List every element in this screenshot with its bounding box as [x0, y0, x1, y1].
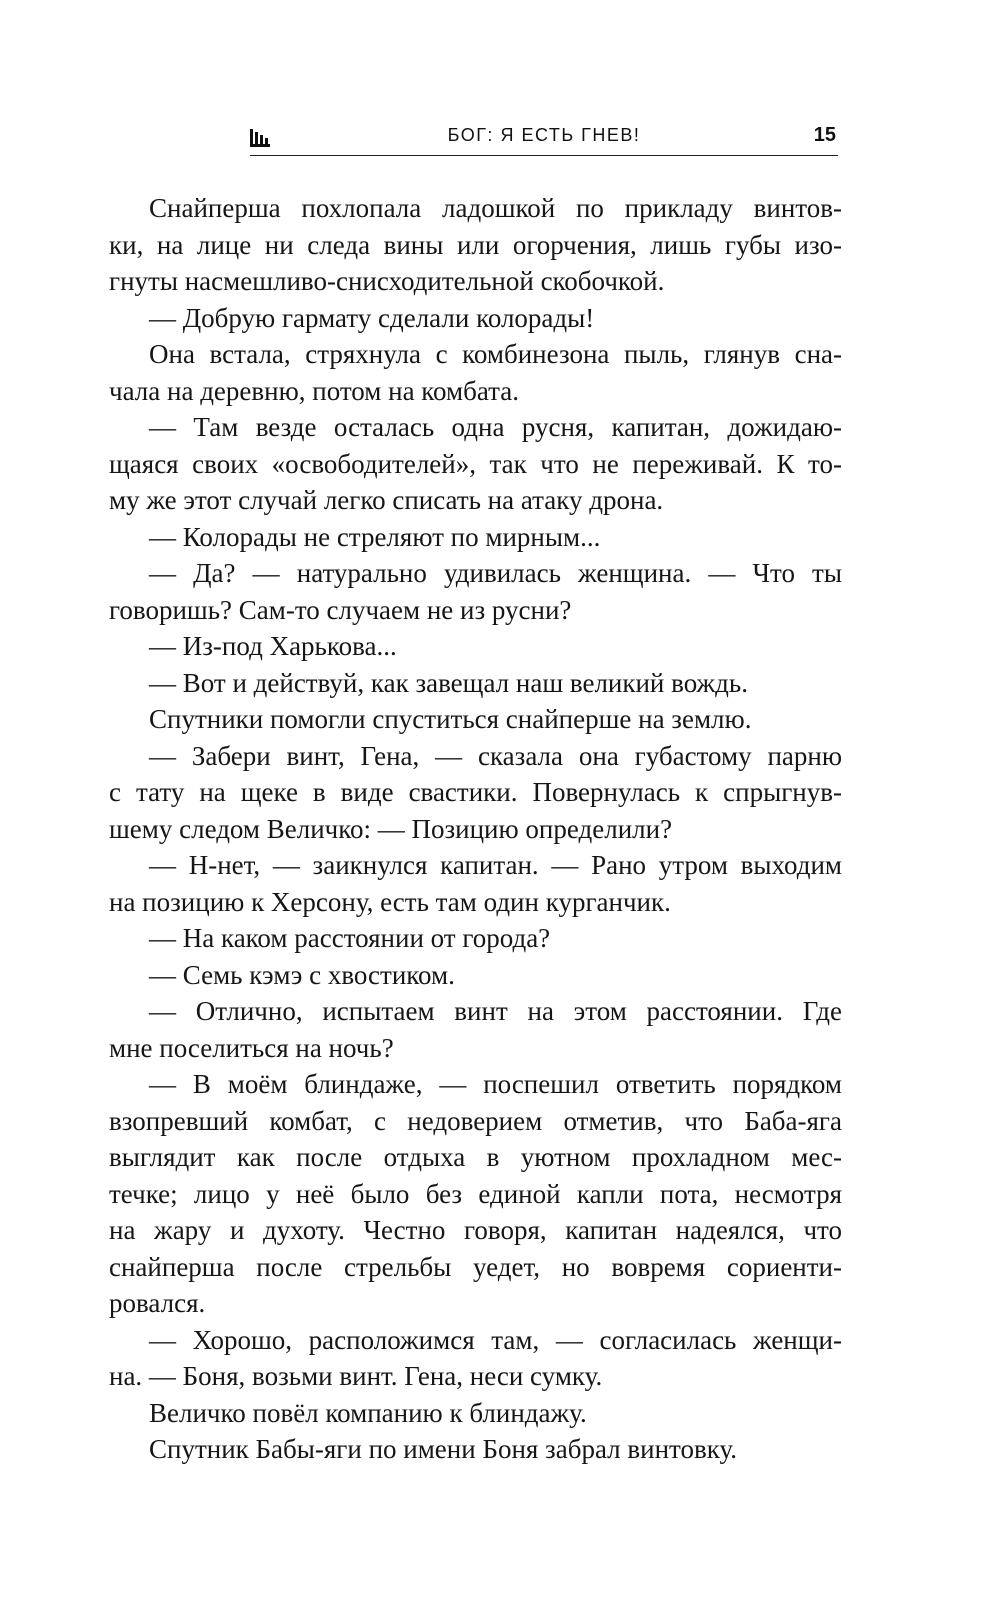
text-line: щаяся своих «освободителей», так что не переживай. К то- [109, 448, 842, 479]
text-line: Снайперша похлопала ладошкой по прикладу винтов- [149, 193, 842, 223]
text-line: — Н-нет, — заикнулся капитан. — Рано утром выходим [149, 850, 842, 880]
text-line: гнуты насмешливо-снисходительной скобочкой. [109, 266, 665, 296]
text-line: на. — Боня, возьми винт. Гена, неси сумку. [109, 1361, 603, 1391]
text-line: ровался. [109, 1288, 206, 1318]
text-line: взопревший комбат, с недоверием отметив, что Баба-яга [109, 1105, 842, 1136]
text-line: говоришь? Сам-то случаем не из русни? [109, 594, 572, 625]
text-line: на жару и духоту. Честно говоря, капитан надеялся, что [109, 1215, 842, 1245]
text-line: — Да? — натурально удивилась женщина. — Что ты [149, 558, 842, 588]
body-text [109, 190, 842, 1468]
page-number: 15 [813, 124, 836, 146]
text-line: чала на деревню, потом на комбата. [109, 375, 520, 406]
text-line: — Семь кэмэ с хвостиком. [149, 959, 455, 990]
text-line: с тату на щеке в виде свастики. Повернулась к спрыгнув- [109, 777, 842, 807]
running-title: БОГ: Я ЕСТЬ ГНЕВ! [447, 125, 641, 145]
text-line: — На каком расстоянии от города? [149, 923, 551, 953]
text-line: — Хорошо, расположимся там, — согласилась женщи- [149, 1324, 842, 1355]
text-line: — Там везде осталась одна русня, капитан, дожидаю- [149, 412, 842, 442]
text-line: ки, на лице ни следа вины или огорчения, лишь губы изо- [109, 229, 842, 260]
text-line: — В моём блиндаже, — поспешил ответить порядком [149, 1069, 842, 1099]
running-header [250, 123, 838, 156]
text-line: на позицию к Херсону, есть там один курганчик. [109, 886, 671, 917]
text-line: мне поселиться на ночь? [109, 1032, 394, 1063]
text-line: выглядит как после отдыха в уютном прохладном мес- [109, 1142, 842, 1172]
text-line: — Вот и действуй, как завещал наш великий вождь. [149, 667, 748, 698]
text-line: — Забери винт, Гена, — сказала она губастому парню [149, 740, 842, 771]
text-line: шему следом Величко: — Позицию определили? [109, 813, 673, 844]
text-line: Спутник Бабы-яги по имени Боня забрал винтовку. [149, 1434, 738, 1464]
text-line: снайперша после стрельбы уедет, но вовремя сориенти- [109, 1251, 842, 1282]
text-line: — Отлично, испытаем винт на этом расстоянии. Где [149, 996, 842, 1026]
text-line: — Колорады не стреляют по мирным... [149, 521, 601, 552]
text-line: — Из-под Харькова... [149, 631, 397, 661]
text-line: му же этот случай легко списать на атаку дрона. [109, 485, 664, 515]
text-line: течке; лицо у неё было без единой капли пота, несмотря [109, 1178, 842, 1209]
text-line: — Добрую гармату сделали колорады! [149, 302, 595, 333]
text-line: Величко повёл компанию к блиндажу. [149, 1397, 587, 1428]
text-line: Спутники помогли спуститься снайперше на землю. [149, 704, 752, 734]
text-line: Она встала, стряхнула с комбинезона пыль, глянув сна- [149, 339, 842, 369]
